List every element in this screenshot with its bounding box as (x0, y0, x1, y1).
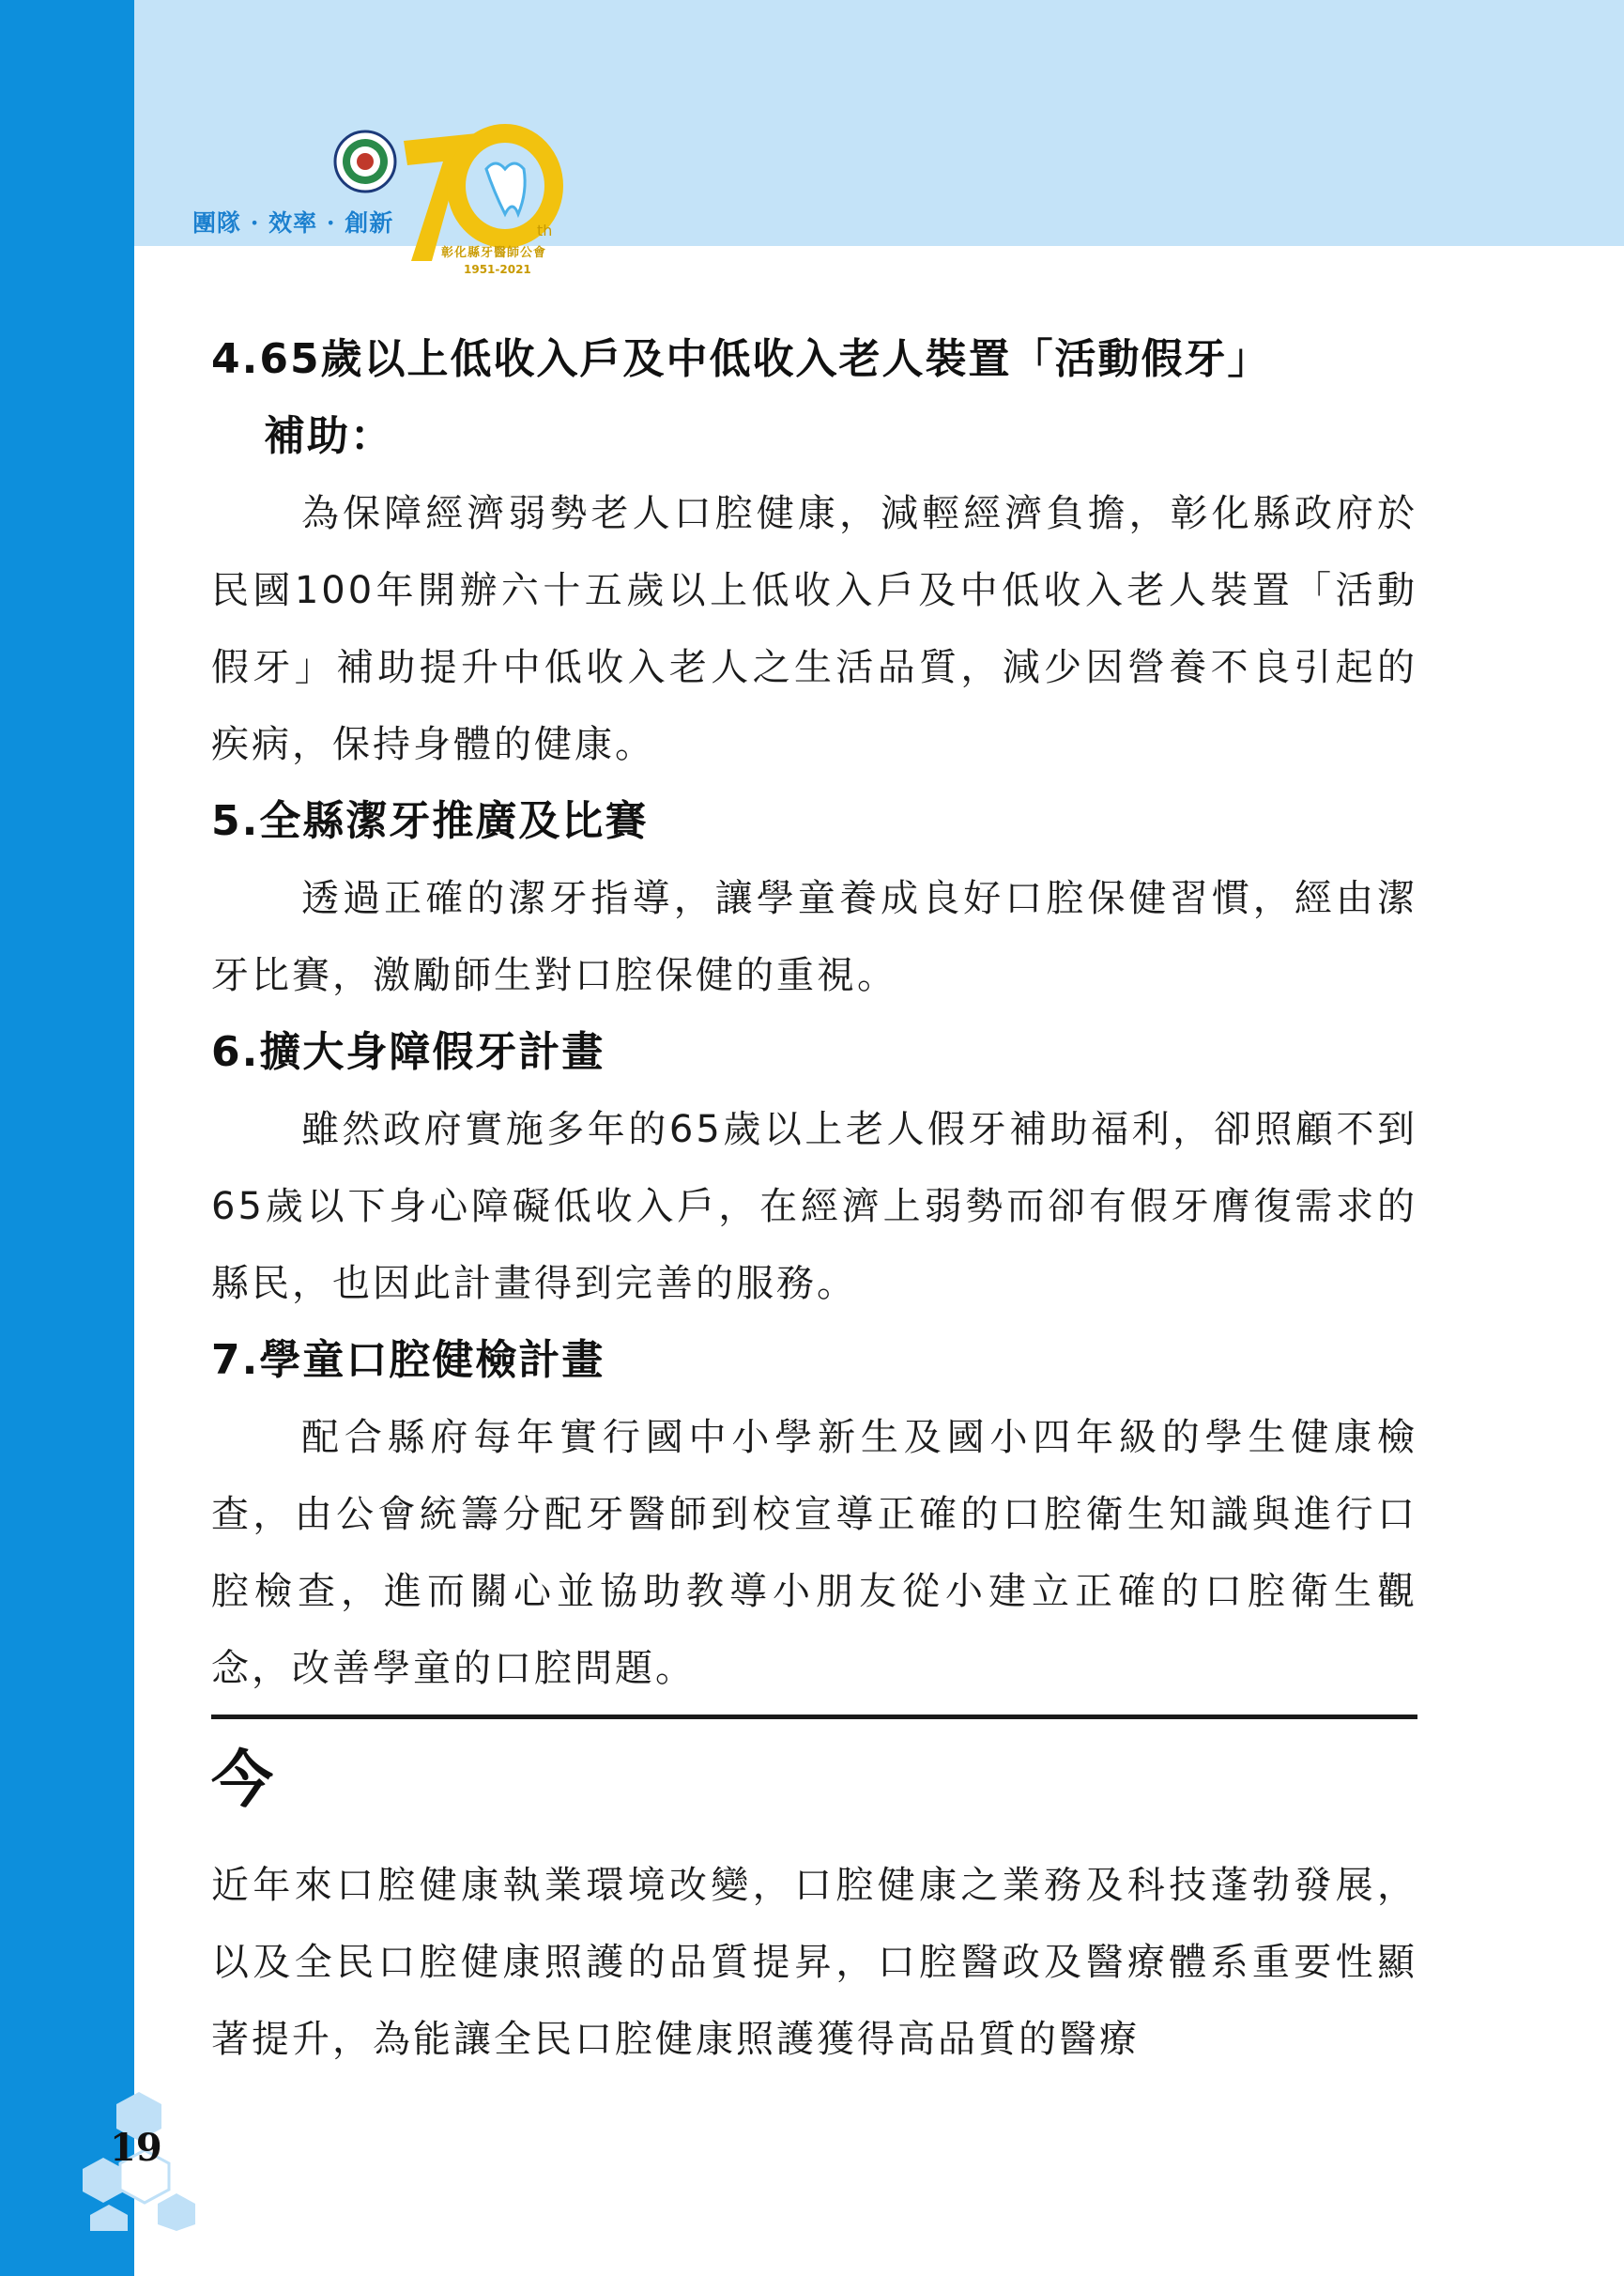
page-number: 19 (110, 2126, 162, 2170)
association-emblem-icon (333, 130, 397, 193)
anniversary-caption: 彰化縣牙醫師公會 (441, 246, 547, 260)
left-color-band (0, 0, 134, 2276)
slogan: 團隊 · 效率 · 創新 (192, 209, 394, 237)
section-5-title: 5.全縣潔牙推廣及比賽 (211, 797, 649, 845)
present-heading: 今 (211, 1744, 273, 1816)
anniversary-years: 1951-2021 (464, 263, 531, 276)
section-4-title (211, 321, 1417, 475)
section-6-title: 6.擴大身障假牙計畫 (211, 1028, 605, 1076)
section-5-body: 透過正確的潔牙指導，讓學童養成良好口腔保健習慣，經由潔牙比賽，激勵師生對口腔保健的重視。 (211, 877, 1417, 997)
section-4-title-line1: 4.65歲以上低收入戶及中低收入老人裝置「活動假牙」 (211, 335, 1271, 383)
section-6-body: 雖然政府實施多年的65歲以上老人假牙補助福利，卻照顧不到65歲以下身心障礙低收入戶，在經濟上弱勢而卻有假牙膺復需求的縣民，也因此計畫得到完善的服務。 (211, 1108, 1417, 1305)
section-divider (211, 1715, 1417, 1719)
anniversary-suffix: th (537, 222, 553, 239)
section-4-body: 為保障經濟弱勢老人口腔健康，減輕經濟負擔，彰化縣政府於民國100年開辦六十五歲以上低收入戶及中低收入老人裝置「活動假牙」補助提升中低收入老人之生活品質，減少因營養不良引起的疾病，保持身體的健康。 (211, 492, 1417, 766)
present-body: 近年來口腔健康執業環境改變，口腔健康之業務及科技蓬勃發展，以及全民口腔健康照護的品質提昇，口腔醫政及醫療體系重要性顯著提升，為能讓全民口腔健康照護獲得高品質的醫療 (211, 1864, 1417, 2061)
section-7-title: 7.學童口腔健檢計畫 (211, 1336, 605, 1384)
main-content (211, 321, 1417, 2078)
section-4-title-line2: 補助： (264, 412, 393, 460)
section-7-body: 配合縣府每年實行國中小學新生及國小四年級的學生健康檢查，由公會統籌分配牙醫師到校宣導正確的口腔衛生知識與進行口腔檢查，進而關心並協助教導小朋友從小建立正確的口腔衛生觀念，改善學童的口腔問題。 (211, 1416, 1417, 1690)
